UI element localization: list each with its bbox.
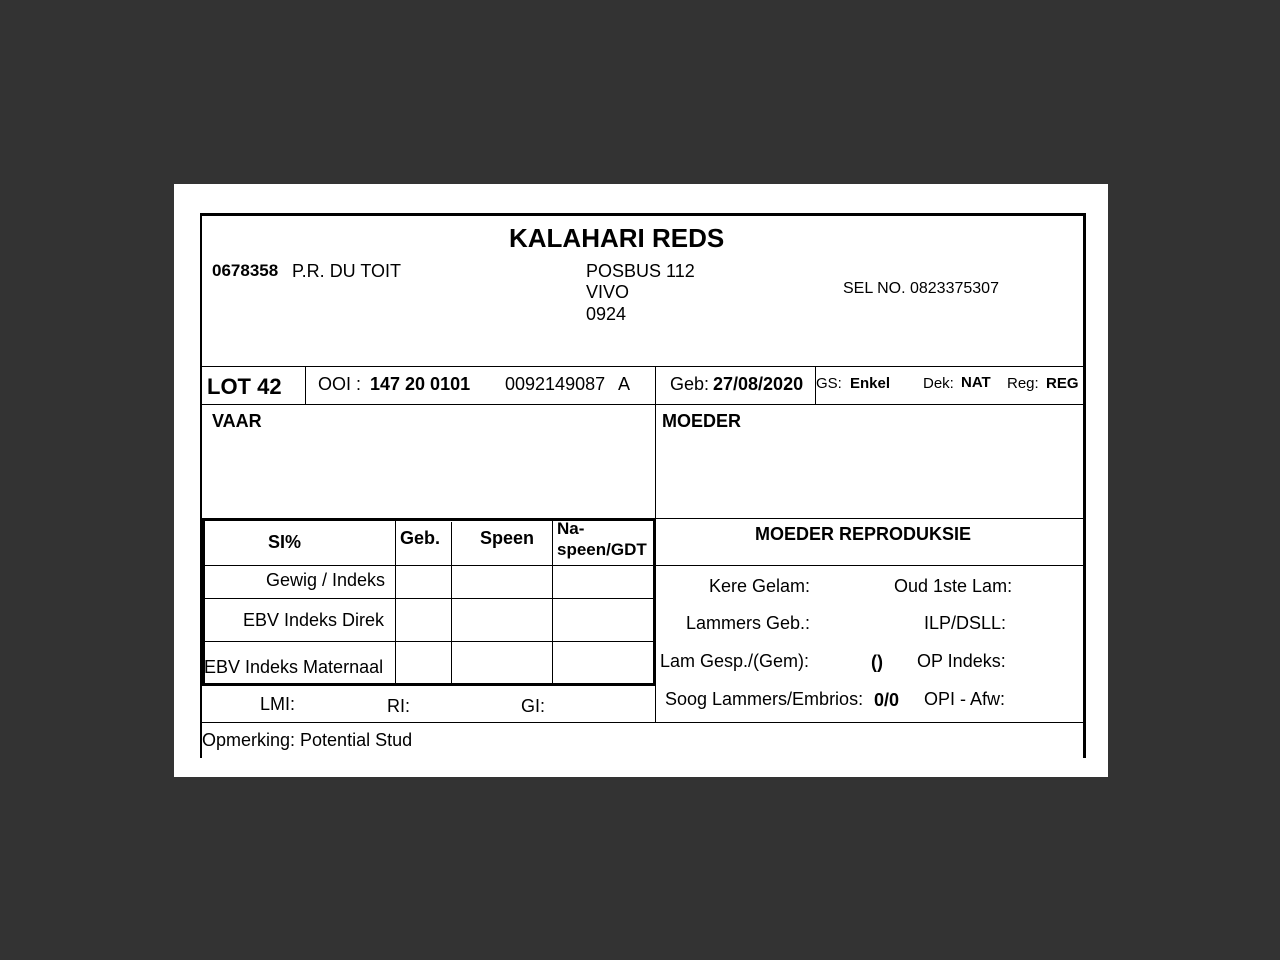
divider <box>656 518 1085 519</box>
birth-date-label: Geb: <box>670 374 710 394</box>
phone-number: SEL NO. 0823375307 <box>843 280 999 297</box>
divider <box>451 522 452 685</box>
divider <box>395 518 396 685</box>
reproduction-title: MOEDER REPRODUKSIE <box>755 524 972 544</box>
gs-label: GS: <box>816 375 842 392</box>
ooi-value: 147 20 0101 <box>370 374 471 394</box>
dam-label: MOEDER <box>662 411 742 431</box>
dek-label: Dek: <box>923 375 954 392</box>
lot-number: LOT 42 <box>207 374 282 399</box>
address-line3: 0924 <box>586 304 627 324</box>
divider <box>202 641 655 642</box>
ri-label: RI: <box>387 696 411 716</box>
si-table-right-border <box>653 518 656 686</box>
speen-header: Speen <box>480 528 535 548</box>
ear-tag: 0092149087 <box>505 374 606 394</box>
address-line1: POSBUS 112 <box>586 261 695 281</box>
ilp-dsll-label: ILP/DSLL: <box>924 613 1007 633</box>
divider <box>202 565 1085 566</box>
op-indeks-label: OP Indeks: <box>917 651 1006 671</box>
owner-id: 0678358 <box>212 261 279 280</box>
dek-value: NAT <box>961 374 991 391</box>
row-label-gewig: Gewig / Indeks <box>266 570 386 590</box>
si-header: SI% <box>268 532 302 552</box>
lam-gesp-label: Lam Gesp./(Gem): <box>660 651 810 671</box>
ear-tag-suffix: A <box>618 374 631 394</box>
divider <box>202 722 1085 723</box>
reg-value: REG <box>1046 375 1079 392</box>
naspeen-header-line2: speen/GDT <box>557 540 647 559</box>
oud-1ste-lam-label: Oud 1ste Lam: <box>894 576 1013 596</box>
ooi-label: OOI : <box>318 374 362 394</box>
birth-date-value: 27/08/2020 <box>713 374 804 394</box>
divider <box>305 366 306 404</box>
lam-gesp-value: () <box>871 652 883 672</box>
naspeen-header-line1: Na- <box>557 519 585 538</box>
soog-lammers-value: 0/0 <box>874 690 900 710</box>
address-line2: VIVO <box>586 282 630 302</box>
soog-lammers-label: Soog Lammers/Embrios: <box>665 689 864 709</box>
divider <box>202 598 655 599</box>
divider <box>202 366 1085 367</box>
divider <box>552 518 553 685</box>
lmi-label: LMI: <box>260 694 296 714</box>
si-table-bottom-border <box>202 683 656 686</box>
reg-label: Reg: <box>1007 375 1039 392</box>
si-table-top-border <box>202 518 656 521</box>
sire-label: VAAR <box>212 411 262 431</box>
gs-value: Enkel <box>850 375 891 392</box>
breed-title: KALAHARI REDS <box>509 223 725 253</box>
row-label-ebv-direk: EBV Indeks Direk <box>243 610 385 630</box>
gi-label: GI: <box>521 696 546 716</box>
owner-name: P.R. DU TOIT <box>292 261 402 281</box>
divider <box>202 404 1085 405</box>
opi-afw-label: OPI - Afw: <box>924 689 1006 709</box>
kere-gelam-label: Kere Gelam: <box>709 576 811 596</box>
row-label-ebv-maternaal: EBV Indeks Maternaal <box>204 657 384 677</box>
geb-header: Geb. <box>400 528 441 548</box>
lammers-geb-label: Lammers Geb.: <box>686 613 811 633</box>
remark: Opmerking: Potential Stud <box>202 730 413 750</box>
